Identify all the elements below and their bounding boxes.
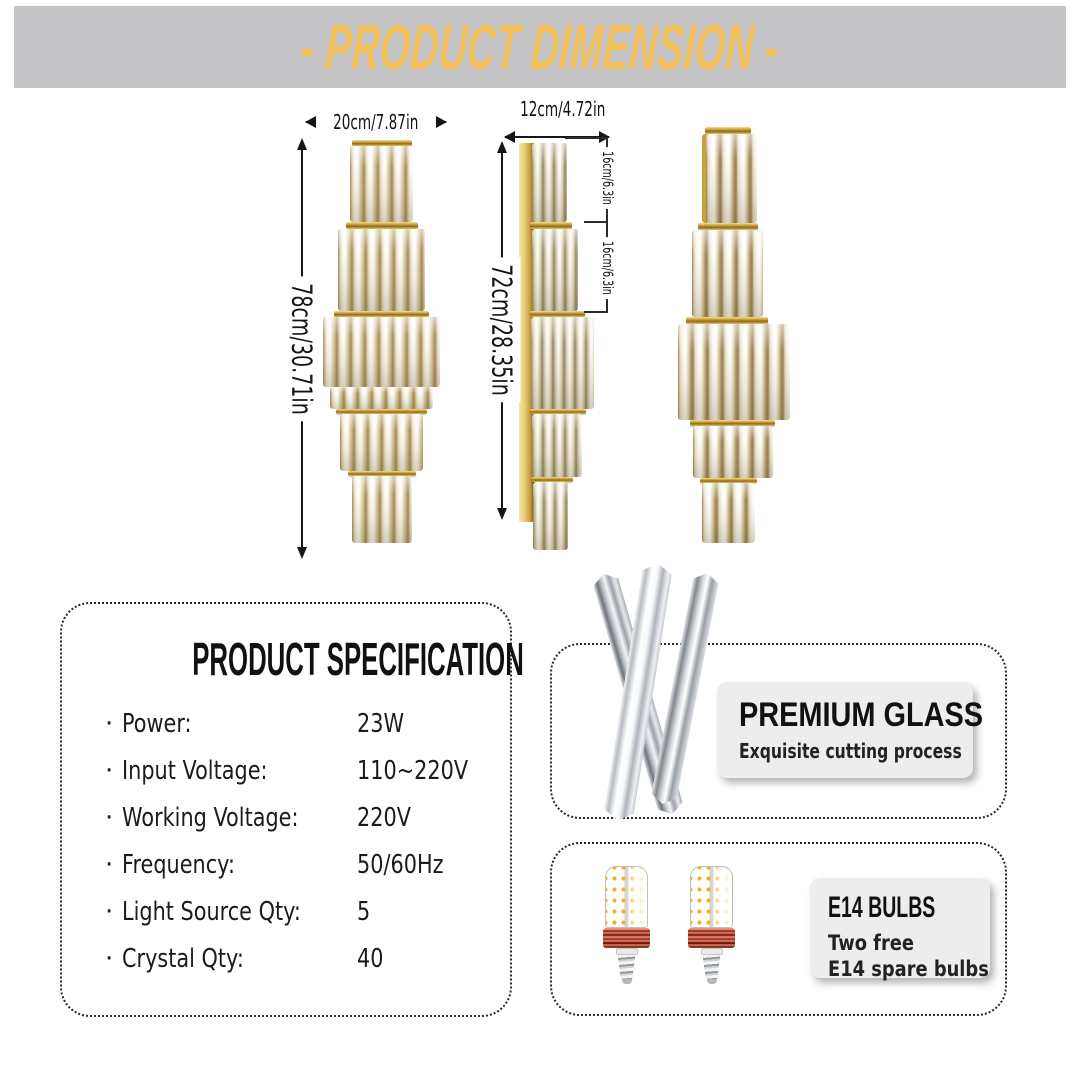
e14-bulbs-line1: Two free	[828, 931, 914, 955]
spec-value: 40	[357, 944, 384, 974]
lamp-side-tier-3	[531, 317, 594, 409]
front-height-label: 78cm/30.71in	[284, 276, 321, 421]
bullet: ·	[105, 850, 114, 880]
bulb-tip	[707, 979, 717, 984]
e14-bulbs-plate	[810, 878, 990, 981]
e14-bulbs-line2: E14 spare bulbs	[828, 957, 989, 981]
spec-row-input-voltage	[105, 756, 469, 790]
bulb-glass	[690, 866, 733, 928]
spec-label: Power:	[122, 709, 192, 739]
lamp3-tier-4	[693, 426, 773, 478]
lamp-front-band-1	[346, 222, 418, 229]
spec-row-working-voltage	[105, 803, 411, 837]
lamp3-tier-1	[702, 134, 757, 223]
lamp3-top-cap	[705, 127, 751, 134]
bulb-collar	[616, 948, 638, 955]
lamp3-tier-5	[702, 483, 755, 543]
side-depth-dimension	[500, 97, 612, 121]
spec-row-crystal-qty	[105, 944, 384, 978]
e14-bulbs-title: E14 BULBS	[828, 891, 936, 924]
spec-box	[60, 602, 524, 1017]
bullet: ·	[105, 756, 114, 786]
segment-top-label: 16cm/6.3in	[598, 147, 616, 209]
lamp3-band-1	[698, 223, 758, 230]
lamp-side-tier-5	[533, 482, 568, 550]
arrow-left-icon	[306, 121, 310, 123]
premium-glass-title: PREMIUM GLASS	[739, 696, 984, 734]
spec-value: 5	[357, 897, 371, 927]
bulb-glass	[605, 866, 648, 928]
bulb-tip	[622, 979, 632, 984]
spec-value: 50/60Hz	[357, 850, 444, 880]
bulb-collar	[701, 948, 723, 955]
banner-title: - PRODUCT DIMENSION -	[298, 11, 782, 83]
lamp3-tier-3	[678, 324, 790, 420]
spec-row-light-source-qty	[105, 897, 371, 931]
front-width-label: 20cm/7.87in	[333, 110, 419, 134]
lamp-front-tier-3b	[330, 387, 433, 409]
e14-bulb-icon	[690, 866, 733, 990]
bulb-screw-base	[703, 955, 721, 979]
spec-label: Working Voltage:	[122, 803, 299, 833]
e14-bulb-icon	[605, 866, 648, 990]
lamp-front-tier-1	[350, 146, 413, 222]
bullet: ·	[105, 803, 114, 833]
premium-glass-plate	[717, 682, 984, 778]
segment-bottom-label: 16cm/6.3in	[598, 237, 616, 299]
lamp-front-tier-2	[338, 229, 425, 311]
premium-glass-subtitle: Exquisite cutting process	[739, 739, 962, 764]
spec-title: PRODUCT SPECIFICATION	[192, 633, 524, 685]
lamp-side-tier-1	[532, 143, 567, 222]
lamp-side-band-1	[530, 222, 572, 229]
bullet: ·	[105, 897, 114, 927]
side-depth-label: 12cm/4.72in	[520, 97, 606, 121]
spec-label: Crystal Qty:	[122, 944, 245, 974]
lamp-side-tier-2	[532, 229, 578, 311]
segment-tick-mid	[584, 221, 608, 223]
lamp3-band-2	[686, 317, 768, 324]
bulb-screw-base	[618, 955, 636, 979]
lamp3-tier-2	[692, 230, 763, 317]
banner	[14, 6, 1066, 88]
lamp-front-tier-5	[352, 476, 412, 543]
segment-tick-top	[565, 137, 608, 139]
bulb-red-band	[603, 928, 650, 948]
lamp-side-tier-4	[532, 414, 582, 477]
front-width-dimension	[306, 112, 446, 132]
arrow-right-icon	[442, 121, 446, 123]
side-height-label: 72cm/28.35in	[484, 257, 521, 402]
spec-row-power	[105, 709, 405, 743]
spec-row-frequency	[105, 850, 444, 884]
spec-value: 23W	[357, 709, 405, 739]
spec-label: Input Voltage:	[122, 756, 268, 786]
spec-value: 220V	[357, 803, 411, 833]
spec-label: Frequency:	[122, 850, 236, 880]
segment-tick-bottom	[584, 311, 608, 313]
lamp-front-tier-3	[323, 317, 440, 387]
bulb-red-band	[688, 928, 735, 948]
bullet: ·	[105, 944, 114, 974]
spec-value: 110~220V	[357, 756, 469, 786]
lamp-front-tier-4	[340, 414, 423, 471]
spec-label: Light Source Qty:	[122, 897, 302, 927]
bullet: ·	[105, 709, 114, 739]
